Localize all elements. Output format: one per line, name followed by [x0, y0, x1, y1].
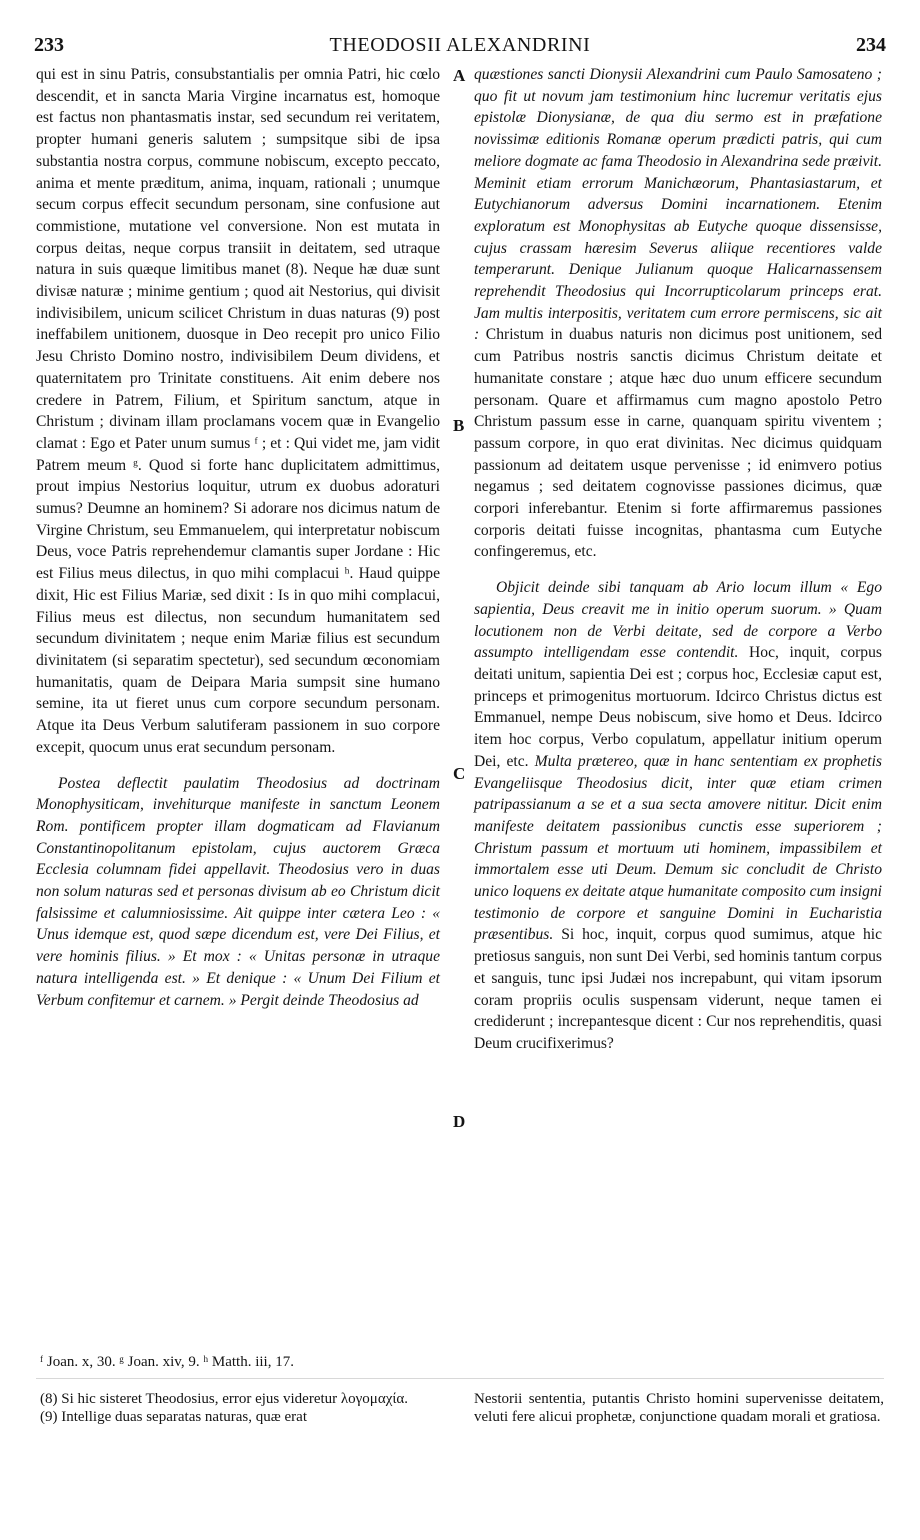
footnote-9: (9) Intellige duas separatas naturas, quæ erat [40, 1409, 307, 1425]
scripture-references: ᶠ Joan. x, 30. ᵍ Joan. xiv, 9. ʰ Matth. iii, 17. [40, 1354, 294, 1370]
footnote-8: (8) Si hic sisteret Theodosius, error ejus videretur λογομαχία. [40, 1391, 409, 1407]
right-paragraph-2-commentary: Objicit deinde sibi tanquam ab Ario locum illum « Ego sapientia, Deus creavit me in initio operum suorum. » Quam locutionem non de Verbi deitate, sed de corpore a Verbo assumpto intelligendam esse contendit. [474, 579, 882, 662]
right-paragraph-1-quotation: Christum in duabus naturis non dicimus post unitionem, sed cum Patribus nostris sanctis dicimus Christum deitate et humanitate constare ; atque hæc duo unum efficere secundum personam. Quare et affirmamus cum magno apostolo Petro Christum passum esse in carne, quanquam spiritu viventem ; passum corpore, in quo erat divinitas. Nec dicimus quidquam passionum ad deitatem usque pervenisse ; id enimvero potius negamus ; sed deitatem cognovisse passiones dicimus, quæ corpori inferebantur. Etenim si forte affirmaremus passiones corporis deitati fuisse incognitas, phantasma cum Eutyche confingeremus, etc. [474, 326, 882, 561]
running-title: THEODOSII ALEXANDRINI [329, 34, 591, 56]
right-column [474, 64, 882, 1055]
margin-letter-c: C [453, 764, 466, 783]
page-header [32, 34, 888, 64]
footnote-9-continued: Nestorii sententia, putantis Christo homini supervenisse deitatem, veluti fere alicui prophetæ, conjunctione quadam morali et gratiosa. [474, 1391, 884, 1425]
footnote-divider [36, 1378, 884, 1379]
right-paragraph-2-commentary-b: Multa prætereo, quæ in hanc sententiam ex prophetis Evangeliisque Theodosius dicit, inter quæ etiam crimen patripassianum a se et a sua secta amovere nititur. Dicit enim manifeste deitatem passionibus cunctis esse superiorem ; Christum passum et mortuum uti hominem, impassibilem et immortalem esse uti Deum. Demum sic concludit de Christo unico loquens ex deitate atque humanitate composito cum insigni testimonio de corpore et sanguine Domini in Eucharistia præsentibus. [474, 752, 883, 944]
page-number-left: 233 [34, 34, 64, 56]
footnotes-left [40, 1390, 440, 1426]
left-paragraph-1: qui est in sinu Patris, consubstantialis per omnia Patri, hic cœlo descendit, et in sancta Maria Virgine incarnatus est, homoque est factus non phantasmatis instar, sed secundum rei veritatem, propter humani generis salutem ; sumpsitque sibi de ipsa substantia nostra corpus, commune nobiscum, excepto peccato, anima et mente præditum, anima, inquam, rationali ; unumque secum corpus effecit secundum personam, sine confusione aut commistione, mutatione vel conversione. Non est mutata in corpus deitas, neque corpus transiit in deitatem, sed utraque natura in suis quæque limitibus manet (8). Neque hæ duæ sunt divisæ naturæ ; minime gentium ; quod ait Nestorius, qui divisit indivisibilem, unicum scilicet Christum in duas naturas (9) post ineffabilem unitionem, duosque in Deo recepit pro unico Filio Jesu Christo Domino nostro, indivisibilem Deum dividens, et quaternitatem pro Trinitate constituens. Ait enim debere nos credere in Patrem, Filium, et Spiritum sanctum, atque in Christum ; divinam illam proclamans vocem quæ in Evangelio clamat : Ego et Pater unum sumus ᶠ ; et : Qui videt me, jam vidit Patrem meum ᵍ. Quod si forte hanc duplicitatem admittimus, prout impius Nestorius loquitur, utrum ex duobus adoraturi sumus? Deumne an hominem? Si adorare nos dicimus natum de Virgine Christum, seu Emmanuelem, qui interpretatur nobiscum Deus, voce Patris reprehendemur clamantis super Jordane : Hic est Filius meus dilectus, in quo mihi complacui ʰ. Haud quippe dixit, Hic est Filius Mariæ, sed dixit : Is in quo mihi complacui, Filius meus est dilectus, non secundum humanitatem sed secundum divinitatem ; neque enim Mariæ filius est secundum divinitatem (si separatim spectetur), sed secundum œconomiam humanitatis, quam de Deipara Maria sumpsit sine humano semine, ita ut fieret unus cum corpore secundum personam. Atque ita Deus Verbum salutiferam passionem in suo corpore excepit, quocum unus erat secundum personam. [36, 66, 440, 756]
left-column [36, 64, 440, 1011]
margin-letter-a: A [453, 66, 466, 85]
page-number-right: 234 [856, 34, 886, 56]
footnotes-right [474, 1390, 884, 1426]
right-paragraph-1 [474, 64, 882, 563]
left-paragraph-2: Postea deflectit paulatim Theodosius ad doctrinam Monophysiticam, invehiturque manifeste in sanctum Leonem Rom. pontificem propter illam dogmaticam ad Flavianum Constantinopolitanum epistolam, cujus auctorem Græca Ecclesia columnam fidei appellavit. Theodosius vero in duas non solum naturas sed et personas divisum ab eo Christum dicit falsissime et calumniosissime. Ait quippe inter cætera Leo : « Unus idemque est, quod sæpe dicendum est, vere Dei Filius, et vere hominis filius. » Et mox : « Unitas personæ in utraque natura intelligenda est. » Et denique : « Unum Dei Filium et Verbum confitemur et carnem. » Pergit deinde Theodosius ad [36, 774, 440, 1009]
right-paragraph-1-commentary: quæstiones sancti Dionysii Alexandrini cum Paulo Samosateno ; quo fit ut novum jam testimonium hinc lucremur veritatis ejus epistolæ Dionysianæ, de qua diu sermo est in præfatione novissimæ editionis Romanæ operum prædicti patris, qui cum meliore dogmate ac fama Theodosio in Alexandrina sede præivit. Meminit etiam errorum Manichæorum, Phantasiastarum, et Eutychianorum adversus Domini incarnationem. Etenim exploratum est Monophysitas ab Eutyche quoque dissensisse, cujus crassam hæresim Severus aliique recentiores valde temperarunt. Denique Julianum quoque Halicarnassensem reprehendit Theodosius qui Incorrupticolarum princeps erat. Jam multis interpositis, veritatem cum errore permiscens, sic ait : [474, 66, 882, 344]
right-paragraph-2-quotation-b: Si hoc, inquit, corpus quod sumimus, atque hic pretiosus sanguis, non sunt Dei Verbi, sed hominis tantum corpus et sanguis, tunc ipsi Judæi nos increpabunt, qui vitam ipsorum coram propriis oculis suspensam viderunt, neque tamen ei crediderunt ; increpantesque dicent : Cur nos reprehenditis, quasi Deum crucifixerimus? [474, 926, 882, 1052]
right-paragraph-2-quotation: Hoc, inquit, corpus deitati unitum, sapientia Dei est ; corpus hoc, Ecclesiæ caput est, princeps et primogenitus mortuorum. Idcirco Christus dictus est Emmanuel, nempe Deus nobiscum, sive homo et Deus. Idcirco item hoc corpus, Verbo copulatum, appellatur initium operum Dei, etc. [474, 644, 882, 770]
right-paragraph-2 [474, 577, 882, 1054]
margin-letter-d: D [453, 1112, 466, 1131]
margin-letter-b: B [453, 416, 465, 435]
